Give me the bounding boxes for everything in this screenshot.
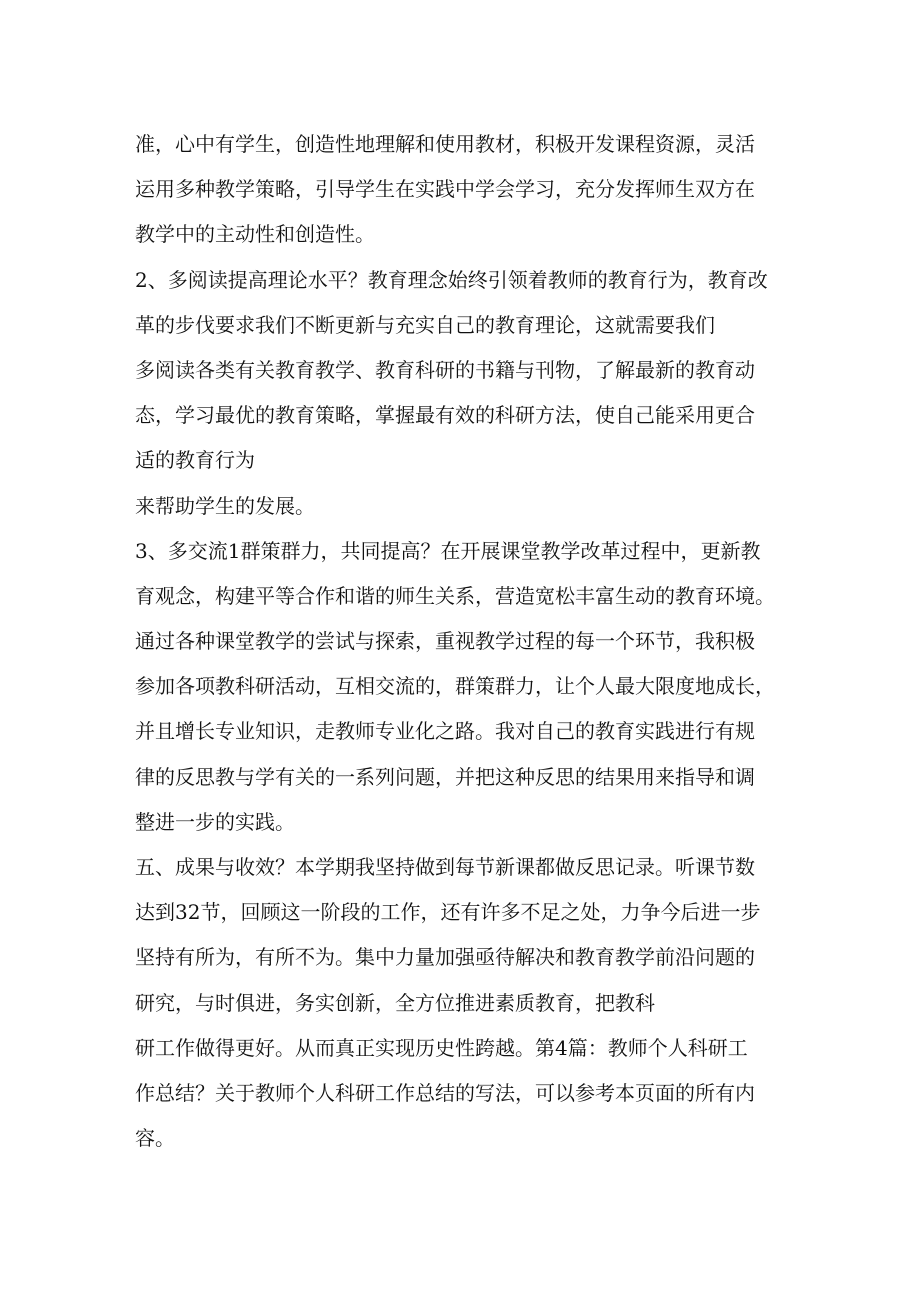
text-line: 运用多种教学策略，引导学生在实践中学会学习，充分发挥师生双方在 [135,177,755,202]
text-line: 研究，与时俱进，务实创新，全方位推进素质教育，把教科 [135,990,655,1015]
text-line: 容。 [135,1126,175,1151]
text-line: 并且增长专业知识，走教师专业化之路。我对自己的教育实践进行有规 [135,719,755,744]
text-line: 革的步伐要求我们不断更新与充实自己的教育理论，这就需要我们 [135,312,715,337]
text-line: 2、多阅读提高理论水平？教育理念始终引领着教师的教育行为，教育改 [135,267,768,292]
text-line: 五、成果与收效？本学期我坚持做到每节新课都做反思记录。听课节数 [135,855,755,879]
text-line: 研工作做得更好。从而真正实现历史性跨越。第4篇：教师个人科研工 [135,1035,748,1060]
text-line: 态，学习最优的教育策略，掌握最有效的科研方法，使自己能采用更合 [135,403,755,428]
text-line: 育观念，构建平等合作和谐的师生关系，营造宽松丰富生动的教育环境。 [135,583,775,608]
text-line: 通过各种课堂教学的尝试与探索，重视教学过程的每一个环节，我积极 [135,629,755,654]
text-line: 准，心中有学生，创造性地理解和使用教材，积极开发课程资源，灵活 [135,132,755,156]
text-line: 达到32节，回顾这一阶段的工作，还有许多不足之处，力争今后进一步 [135,900,761,925]
document-body [135,122,795,1161]
text-line: 来帮助学生的发展。 [135,493,315,518]
text-line: 多阅读各类有关教育教学、教育科研的书籍与刊物，了解最新的教育动 [135,357,755,382]
text-line: 参加各项教科研活动，互相交流的，群策群力，让个人最大限度地成长， [135,674,775,699]
text-line: 律的反思教与学有关的一系列问题，并把这种反思的结果用来指导和调 [135,764,755,789]
text-line: 3、多交流1群策群力，共同提高？在开展课堂教学改革过程中，更新教 [135,538,761,563]
text-line: 作总结？关于教师个人科研工作总结的写法，可以参考本页面的所有内 [135,1080,755,1105]
text-line: 坚持有所为，有所不为。集中力量加强亟待解决和教育教学前沿问题的 [135,945,755,970]
text-line: 整进一步的实践。 [135,809,295,834]
text-line: 教学中的主动性和创造性。 [135,222,375,247]
text-line: 适的教育行为 [135,448,255,473]
